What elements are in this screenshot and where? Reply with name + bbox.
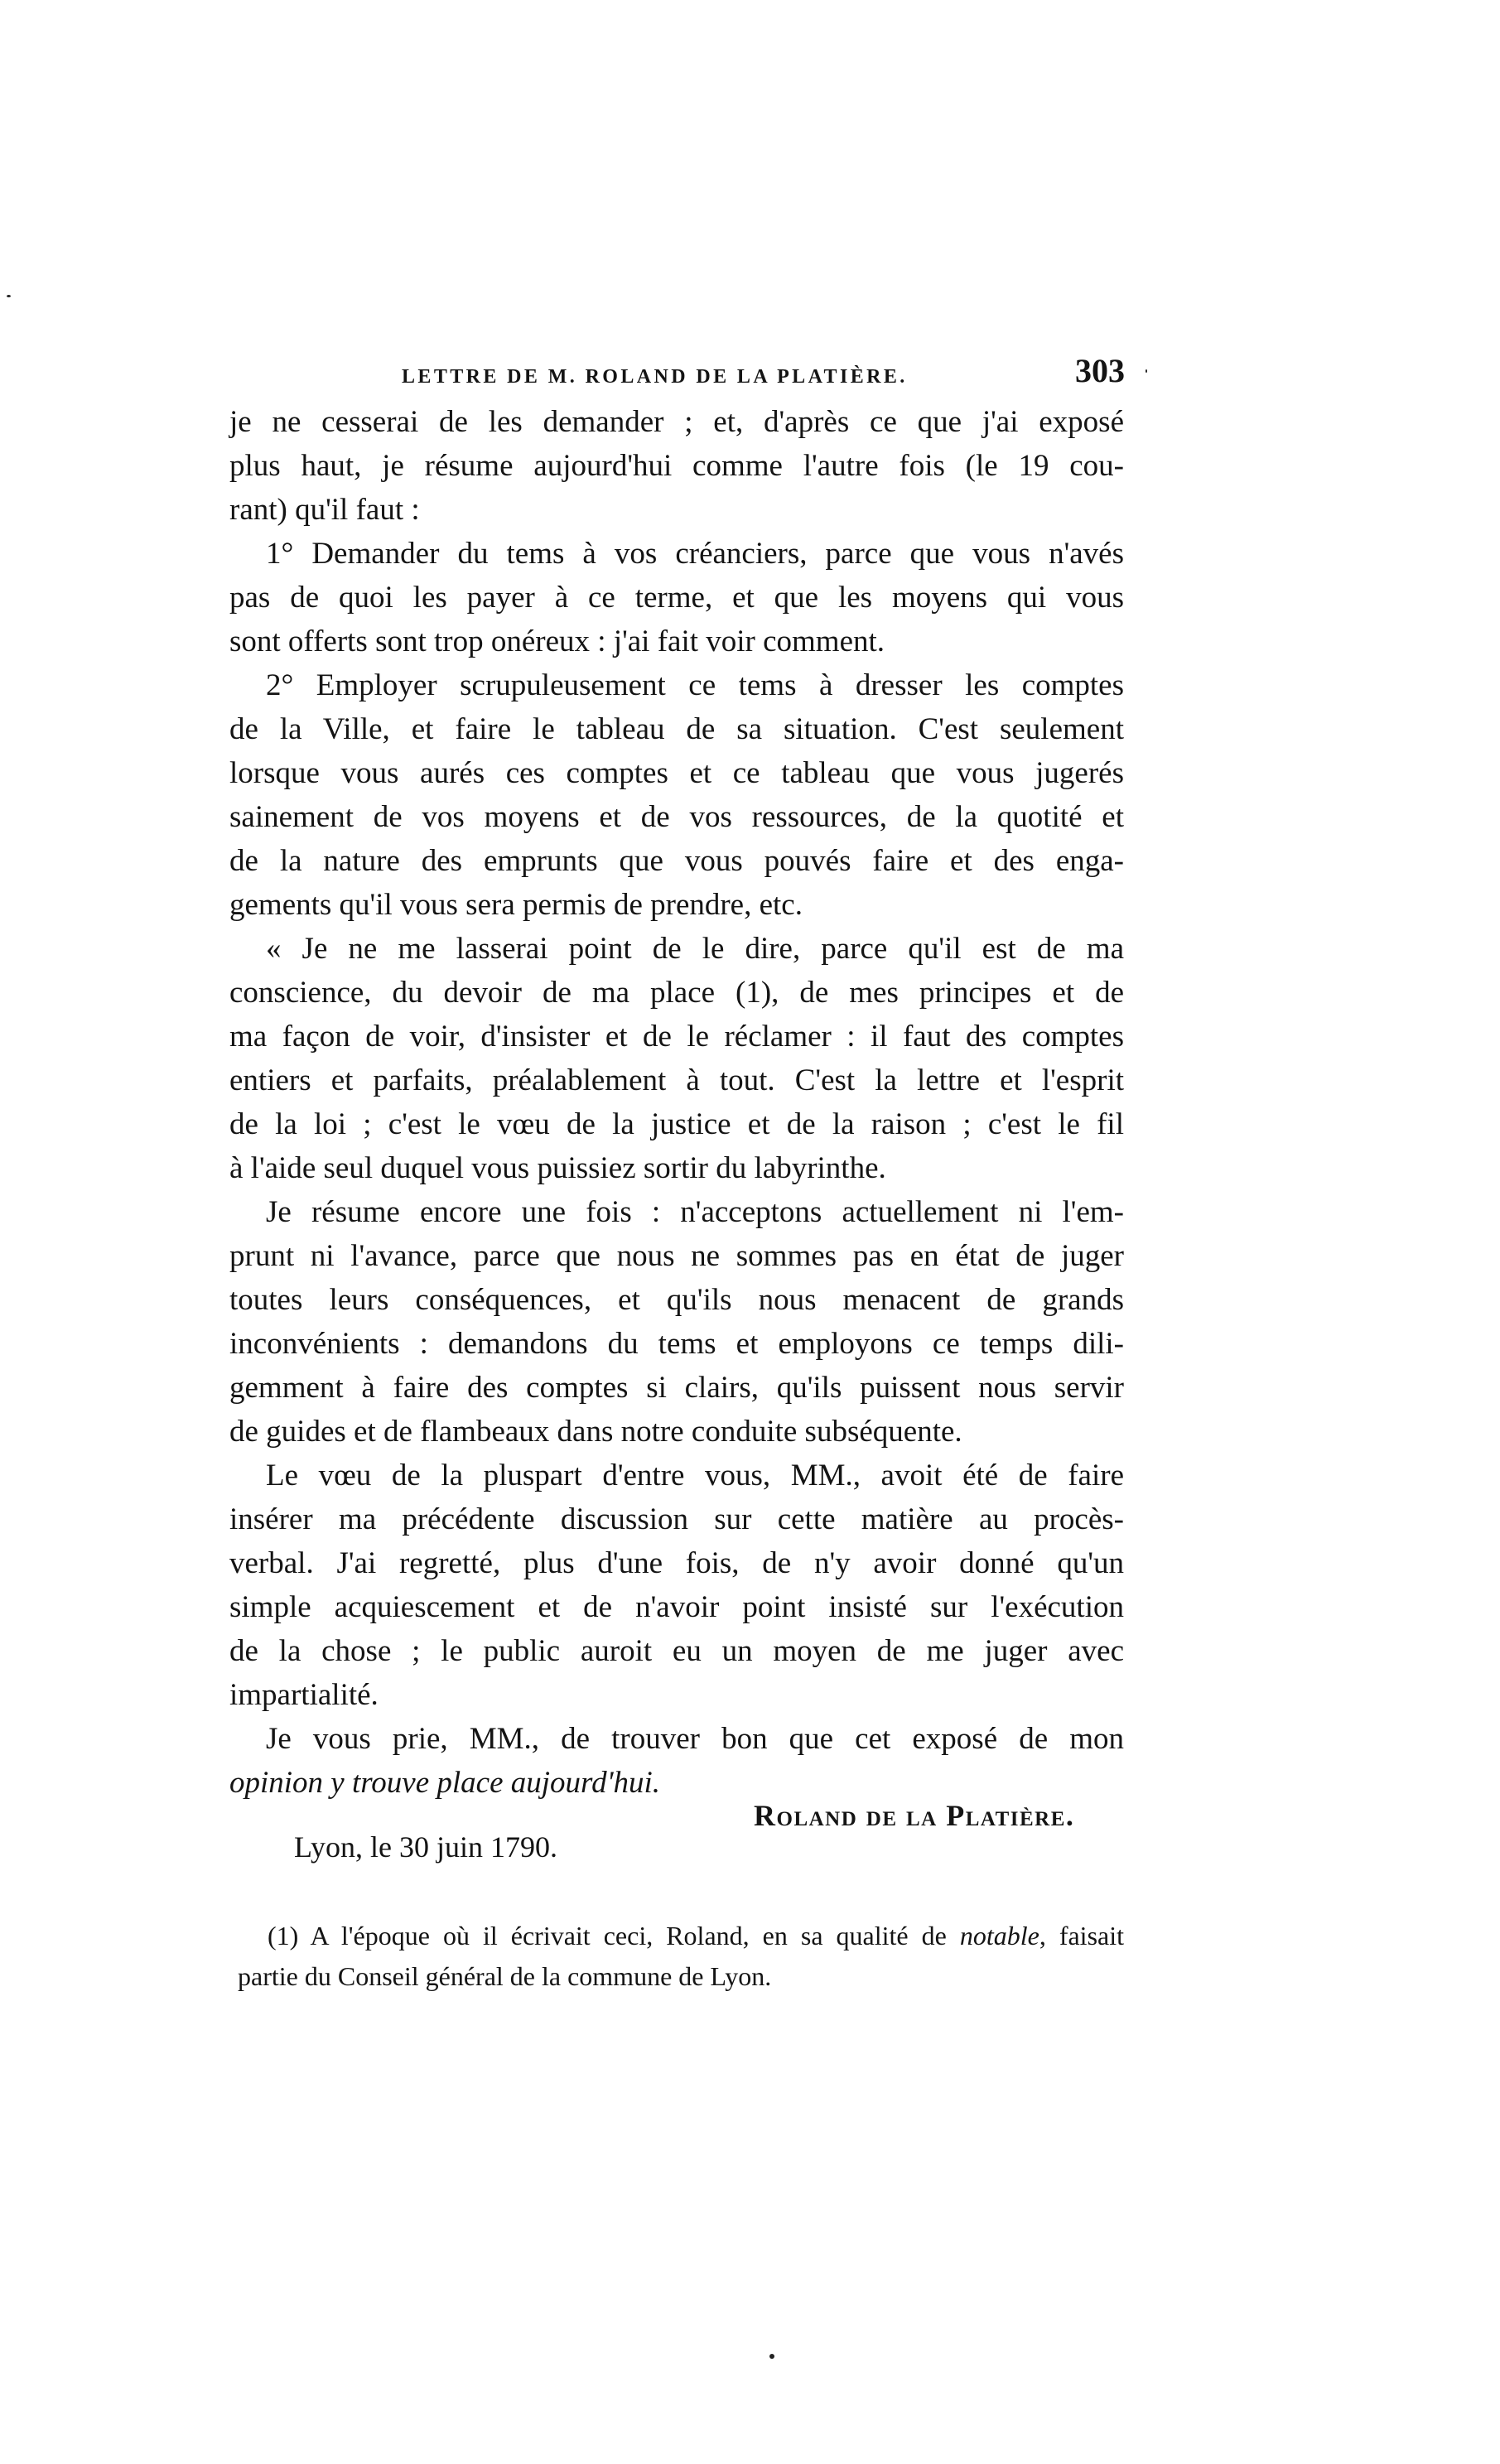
text-line: 2° Employer scrupuleusement ce tems à dresser les comptes: [266, 668, 1124, 702]
footnote-line: partie du Conseil général de la commune de Lyon.: [238, 1961, 772, 1991]
italic-text: opinion y trouve place aujourd'hui.: [229, 1766, 661, 1800]
running-title: LETTRE DE M. ROLAND DE LA PLATIÈRE.: [402, 366, 908, 388]
footnote-text: , faisait: [1039, 1921, 1125, 1950]
text-line: ma façon de voir, d'insister et de le réclamer : il faut des comptes: [229, 1020, 1124, 1054]
text-line: sainement de vos moyens et de vos ressources, de la quotité et: [229, 800, 1124, 834]
scan-speck: [7, 295, 11, 297]
text-line: gemment à faire des comptes si clairs, qu'ils puissent nous servir: [229, 1371, 1124, 1405]
text-line: inconvénients : demandons du tems et employons ce temps dili-: [229, 1327, 1124, 1361]
signature: Roland de la Platière.: [754, 1799, 1075, 1832]
text-line: de guides et de flambeaux dans notre conduite subséquente.: [229, 1415, 962, 1449]
text-line: conscience, du devoir de ma place (1), de mes principes et de: [229, 976, 1124, 1010]
text-line: [229, 1767, 1124, 1800]
text-line: « Je ne me lasserai point de le dire, parce qu'il est de ma: [266, 932, 1124, 966]
text-line: simple acquiescement et de n'avoir point insisté sur l'exécution: [229, 1590, 1124, 1624]
text-line: Je résume encore une fois : n'acceptons actuellement ni l'em-: [266, 1195, 1124, 1229]
footnote-italic: notable: [959, 1921, 1039, 1950]
text-line: Le vœu de la pluspart d'entre vous, MM., avoit été de faire: [266, 1459, 1124, 1492]
text-line: insérer ma précédente discussion sur cette matière au procès-: [229, 1502, 1124, 1536]
text-line: de la loi ; c'est le vœu de la justice et de la raison ; c'est le fil: [229, 1107, 1124, 1141]
text-line: gements qu'il vous sera permis de prendre, etc.: [229, 888, 803, 922]
text-line: verbal. J'ai regretté, plus d'une fois, de n'y avoir donné qu'un: [229, 1546, 1124, 1580]
text-line: toutes leurs conséquences, et qu'ils nous menacent de grands: [229, 1283, 1124, 1317]
text-line: de la nature des emprunts que vous pouvés faire et des enga-: [229, 844, 1124, 878]
dateline: Lyon, le 30 juin 1790.: [294, 1830, 557, 1864]
text-line: sont offerts sont trop onéreux : j'ai fait voir comment.: [229, 624, 885, 658]
text-line: à l'aide seul duquel vous puissiez sortir du labyrinthe.: [229, 1151, 886, 1185]
text-line: entiers et parfaits, préalablement à tout. C'est la lettre et l'esprit: [229, 1063, 1124, 1097]
text-line: Je vous prie, MM., de trouver bon que cet exposé de mon: [266, 1722, 1124, 1756]
text-line: prunt ni l'avance, parce que nous ne sommes pas en état de juger: [229, 1239, 1124, 1273]
text-line: rant) qu'il faut :: [229, 493, 420, 527]
footnote-text: (1) A l'époque où il écrivait ceci, Roland, en sa qualité de: [268, 1921, 960, 1950]
text-line: 1° Demander du tems à vos créanciers, parce que vous n'avés: [266, 537, 1124, 571]
text-line: de la chose ; le public auroit eu un moyen de me juger avec: [229, 1634, 1124, 1668]
text-line: impartialité.: [229, 1678, 379, 1712]
footnote-line: [268, 1920, 1124, 1951]
text-line: pas de quoi les payer à ce terme, et que les moyens qui vous: [229, 581, 1124, 615]
scan-speck: [1145, 369, 1147, 373]
scan-speck: [769, 2354, 774, 2359]
text-line: de la Ville, et faire le tableau de sa situation. C'est seulement: [229, 712, 1124, 746]
text-line: lorsque vous aurés ces comptes et ce tableau que vous jugerés: [229, 756, 1124, 790]
text-line: plus haut, je résume aujourd'hui comme l'autre fois (le 19 cou-: [229, 449, 1124, 483]
text-line: je ne cesserai de les demander ; et, d'après ce que j'ai exposé: [229, 405, 1124, 439]
page-number: 303: [1075, 352, 1125, 389]
